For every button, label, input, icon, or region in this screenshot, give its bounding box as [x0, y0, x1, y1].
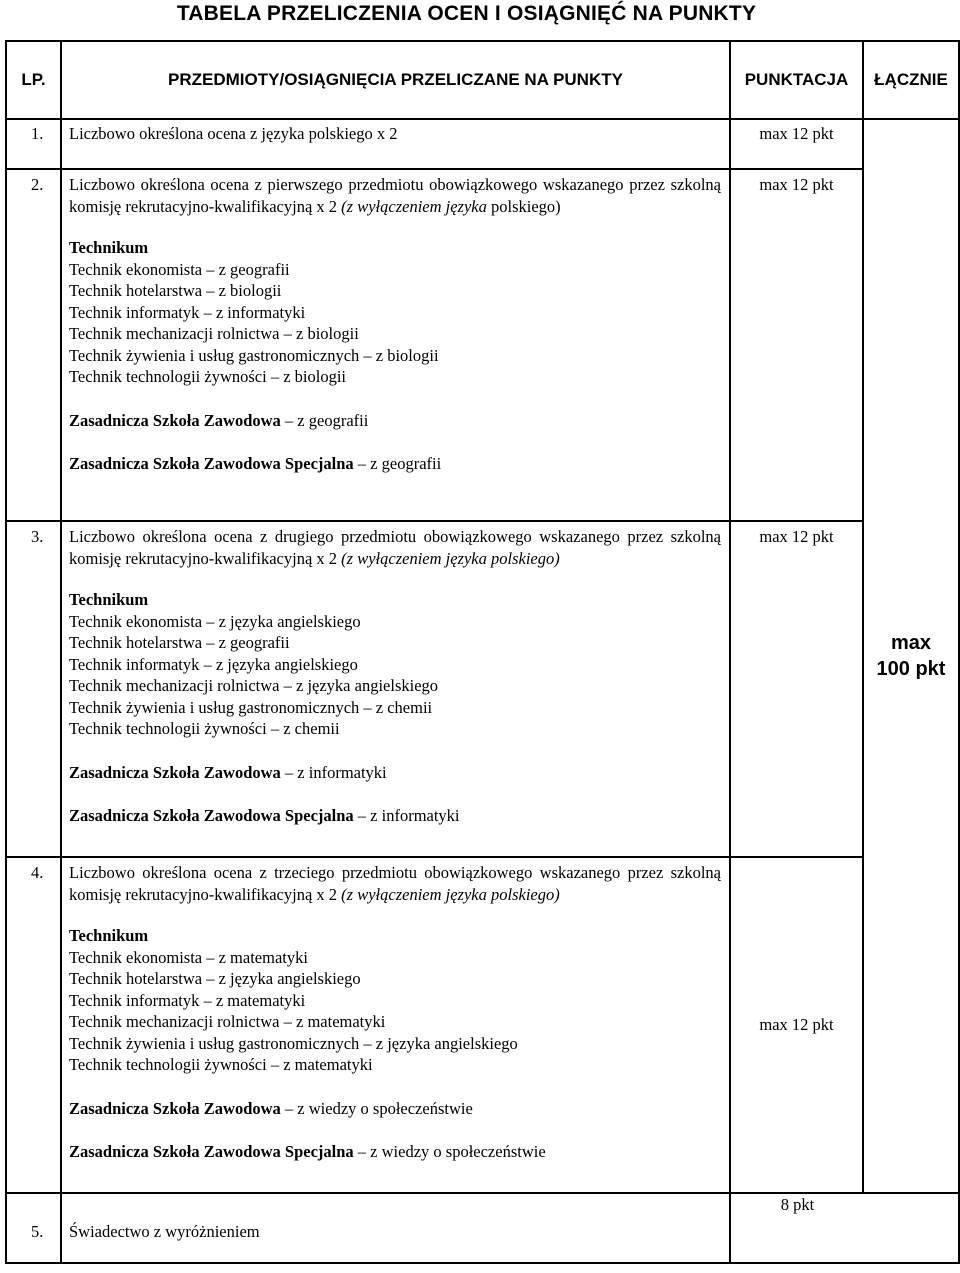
- technikum-heading: Technikum: [69, 238, 149, 257]
- row-number: 3.: [6, 521, 61, 857]
- list-item: Technik hotelarstwa – z geografii: [69, 633, 290, 652]
- header-total: ŁĄCZNIE: [863, 41, 959, 119]
- technikum-heading: Technikum: [69, 590, 149, 609]
- description-note: (z wyłączeniem języka: [341, 196, 487, 216]
- header-subjects: PRZEDMIOTY/OSIĄGNIĘCIA PRZELICZANE NA PUNKTY: [61, 41, 730, 119]
- total-value: 100 pkt: [876, 658, 946, 680]
- table-row: [6, 521, 959, 857]
- row-description: Świadectwo z wyróżnieniem: [61, 1193, 730, 1263]
- list-item: Technik ekonomista – z matematyki: [69, 947, 308, 967]
- list-item: Technik mechanizacji rolnictwa – z języka angielskiego: [69, 676, 439, 695]
- list-item: Technik technologii żywności – z biologii: [69, 367, 347, 386]
- description-tail: polskiego): [491, 196, 561, 216]
- table-header-row: [6, 41, 959, 119]
- list-item: Technik mechanizacji rolnictwa – z matematyki: [69, 1012, 386, 1031]
- description-main: Liczbowo określona ocena z trzeciego przedmiotu obowiązkowego wskazanego przez szkolną komisję rekrutacyjno-kwalifikacyjną x 2: [69, 863, 721, 904]
- technikum-heading: Technikum: [69, 926, 149, 945]
- zsz-item: Zasadnicza Szkoła Zawodowa – z wiedzy o społeczeństwie: [69, 1098, 473, 1118]
- row-points: max 12 pkt: [730, 521, 863, 857]
- header-lp: LP.: [6, 41, 61, 119]
- table-row: [6, 169, 959, 521]
- zszs-item: Zasadnicza Szkoła Zawodowa Specjalna – z wiedzy o społeczeństwie: [69, 1142, 546, 1161]
- table-row: [6, 119, 959, 169]
- row-description: [61, 521, 730, 857]
- description-note: (z wyłączeniem języka polskiego): [341, 548, 560, 568]
- zszs-item: Zasadnicza Szkoła Zawodowa Specjalna – z geografii: [69, 454, 442, 473]
- description-main: Liczbowo określona ocena z pierwszego przedmiotu obowiązkowego wskazanego przez szkolną komisję rekrutacyjno-kwalifikacyjną x 2: [69, 175, 721, 216]
- row-number: 5.: [6, 1193, 61, 1263]
- description-note: (z wyłączeniem języka polskiego): [341, 884, 560, 904]
- table-row: [6, 857, 959, 1193]
- total-cell: [863, 119, 959, 1193]
- list-item: Technik żywienia i usług gastronomicznych – z języka angielskiego: [69, 1033, 518, 1053]
- row-points: 8 pkt: [730, 1193, 959, 1263]
- page-title: TABELA PRZELICZENIA OCEN I OSIĄGNIĘĆ NA PUNKTY: [176, 2, 757, 25]
- row-points: max 12 pkt: [730, 119, 863, 169]
- zszs-item: Zasadnicza Szkoła Zawodowa Specjalna – z informatyki: [69, 806, 460, 825]
- list-item: Technik żywienia i usług gastronomicznych – z biologii: [69, 345, 439, 365]
- list-item: Technik technologii żywności – z chemii: [69, 719, 340, 738]
- row-points: max 12 pkt: [730, 857, 863, 1193]
- list-item: Technik informatyk – z języka angielskiego: [69, 654, 358, 674]
- description-main: Liczbowo określona ocena z drugiego przedmiotu obowiązkowego wskazanego przez szkolną komisję rekrutacyjno-kwalifikacyjną x 2: [69, 527, 721, 568]
- header-points: PUNKTACJA: [730, 41, 863, 119]
- row-points: max 12 pkt: [730, 169, 863, 521]
- row-number: 1.: [6, 119, 61, 169]
- list-item: Technik informatyk – z informatyki: [69, 302, 306, 322]
- row-description: Liczbowo określona ocena z języka polskiego x 2: [61, 119, 730, 169]
- zsz-item: Zasadnicza Szkoła Zawodowa – z geografii: [69, 410, 369, 430]
- row-number: 2.: [6, 169, 61, 521]
- row-description: [61, 169, 730, 521]
- list-item: Technik ekonomista – z geografii: [69, 259, 290, 279]
- points-table: [5, 40, 960, 1264]
- total-max-label: max: [890, 632, 932, 654]
- table-row: [6, 1193, 959, 1263]
- zsz-item: Zasadnicza Szkoła Zawodowa – z informatyki: [69, 762, 387, 782]
- row-number: 4.: [6, 857, 61, 1193]
- row-description: [61, 857, 730, 1193]
- list-item: Technik hotelarstwa – z biologii: [69, 281, 282, 300]
- list-item: Technik hotelarstwa – z języka angielskiego: [69, 969, 361, 988]
- list-item: Technik informatyk – z matematyki: [69, 990, 306, 1010]
- list-item: Technik ekonomista – z języka angielskiego: [69, 611, 361, 631]
- list-item: Technik żywienia i usług gastronomicznych – z chemii: [69, 697, 433, 717]
- list-item: Technik mechanizacji rolnictwa – z biologii: [69, 324, 359, 343]
- list-item: Technik technologii żywności – z matematyki: [69, 1055, 373, 1074]
